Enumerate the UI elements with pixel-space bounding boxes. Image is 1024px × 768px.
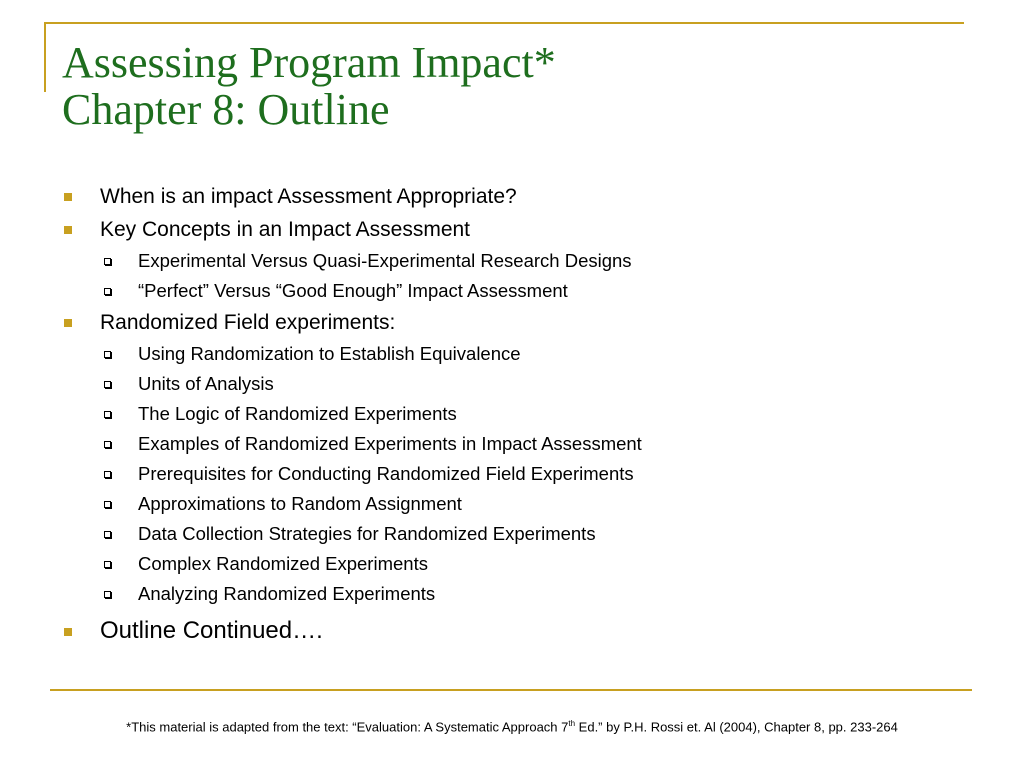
sub-bullet-text: Using Randomization to Establish Equivalence: [138, 343, 521, 364]
bullet-item: [64, 306, 964, 339]
sub-bullet-text: Units of Analysis: [138, 373, 274, 394]
bullet-text: Randomized Field experiments:: [100, 311, 396, 334]
hollow-square-bullet-icon: [104, 351, 111, 358]
hollow-square-bullet-icon: [104, 441, 111, 448]
sub-bullet-text: Complex Randomized Experiments: [138, 553, 428, 574]
sub-bullet-item: [64, 579, 964, 609]
bullet-text: Key Concepts in an Impact Assessment: [100, 218, 471, 241]
hollow-square-bullet-icon: [104, 591, 111, 598]
bullet-item: [64, 611, 964, 651]
slide-title: [62, 40, 556, 133]
hollow-square-bullet-icon: [104, 471, 111, 478]
bullet-list: [64, 180, 964, 651]
title-line-2: Chapter 8: Outline: [62, 84, 390, 134]
sub-bullet-item: [64, 399, 964, 429]
sub-bullet-item: [64, 459, 964, 489]
frame-top-border: [44, 22, 964, 24]
sub-bullet-item: [64, 429, 964, 459]
hollow-square-bullet-icon: [104, 531, 111, 538]
sub-bullet-item: [64, 276, 964, 306]
sub-bullet-item: [64, 489, 964, 519]
sub-bullet-item: [64, 519, 964, 549]
square-bullet-icon: [64, 226, 72, 234]
title-line-1: Assessing Program Impact*: [62, 38, 556, 87]
hollow-square-bullet-icon: [104, 258, 111, 265]
sub-bullet-text: Experimental Versus Quasi-Experimental Research Designs: [138, 250, 632, 271]
hollow-square-bullet-icon: [104, 411, 111, 418]
square-bullet-icon: [64, 628, 72, 636]
sub-bullet-item: [64, 369, 964, 399]
hollow-square-bullet-icon: [104, 288, 111, 295]
footnote-superscript: th: [568, 719, 576, 728]
sub-bullet-text: Prerequisites for Conducting Randomized Field Experiments: [138, 463, 634, 484]
sub-bullet-item: [64, 549, 964, 579]
footer-divider: [50, 689, 972, 691]
sub-bullet-text: Examples of Randomized Experiments in Impact Assessment: [138, 433, 642, 454]
sub-bullet-item: [64, 339, 964, 369]
hollow-square-bullet-icon: [104, 561, 111, 568]
frame-left-border: [44, 22, 46, 92]
square-bullet-icon: [64, 193, 72, 201]
sub-bullet-text: Approximations to Random Assignment: [138, 493, 462, 514]
hollow-square-bullet-icon: [104, 501, 111, 508]
sub-bullet-text: “Perfect” Versus “Good Enough” Impact Assessment: [138, 280, 568, 301]
bullet-text: When is an impact Assessment Appropriate?: [100, 185, 517, 208]
square-bullet-icon: [64, 319, 72, 327]
sub-bullet-text: Data Collection Strategies for Randomized Experiments: [138, 523, 596, 544]
hollow-square-bullet-icon: [104, 381, 111, 388]
bullet-text: Outline Continued….: [100, 617, 323, 644]
sub-bullet-item: [64, 246, 964, 276]
footnote-text-end: Ed.” by P.H. Rossi et. Al (2004), Chapter 8, pp. 233-264: [575, 719, 898, 735]
bullet-item: [64, 180, 964, 213]
footnote-text: *This material is adapted from the text: “Evaluation: A Systematic Approach 7: [126, 719, 569, 735]
sub-bullet-text: The Logic of Randomized Experiments: [138, 403, 457, 424]
footnote: [0, 719, 1024, 734]
bullet-item: [64, 213, 964, 246]
sub-bullet-text: Analyzing Randomized Experiments: [138, 583, 436, 604]
